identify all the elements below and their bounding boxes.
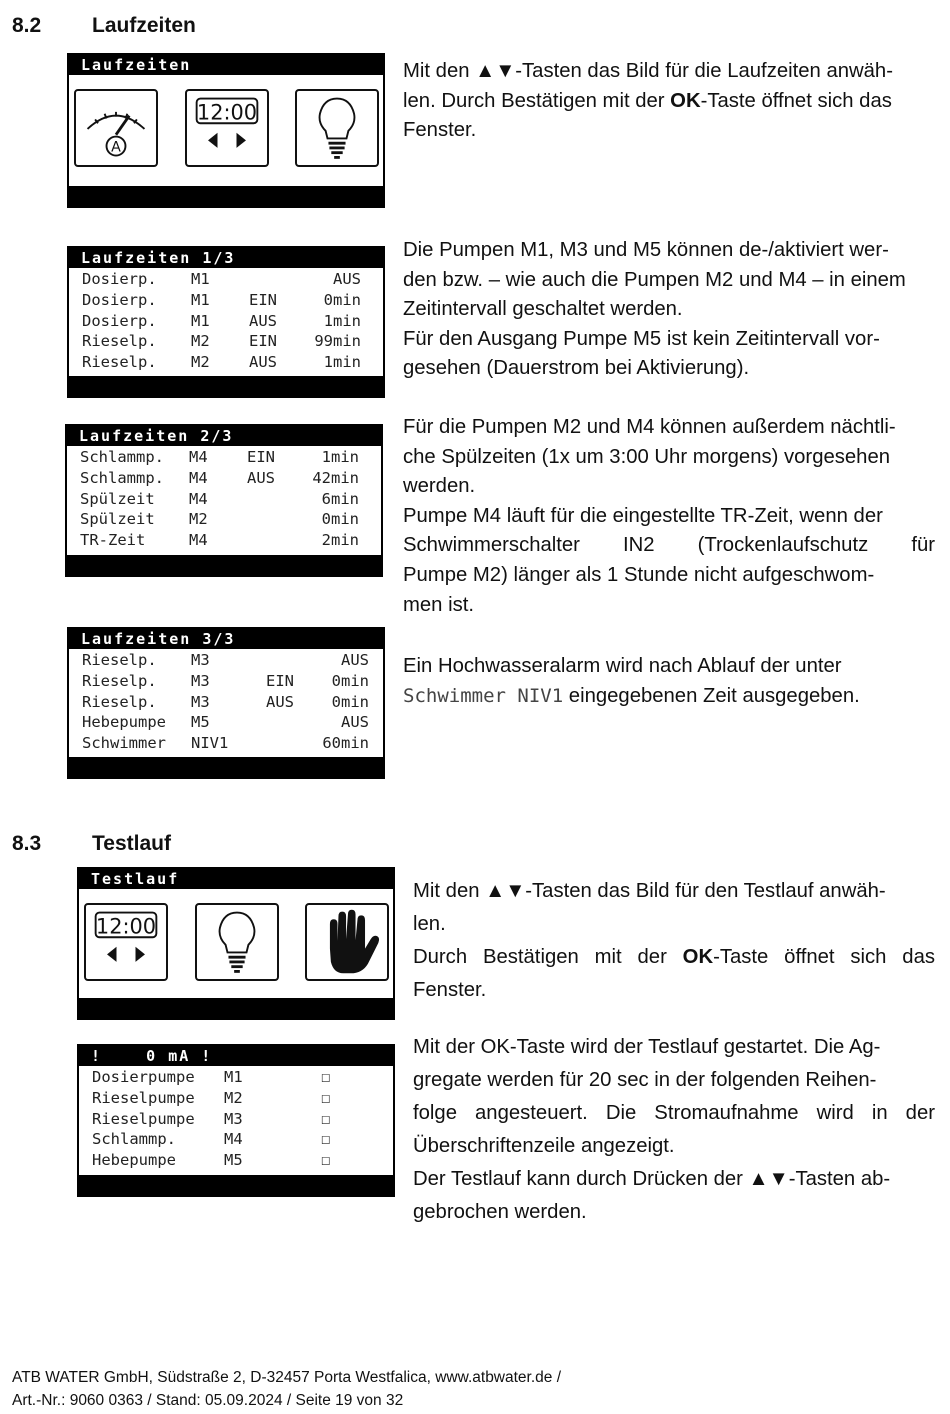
screen-rows bbox=[79, 1066, 393, 1171]
text-line: gesehen (Dauerstrom bei Aktivierung). bbox=[403, 357, 750, 380]
screen-row bbox=[79, 1109, 393, 1130]
scroll-hint: ↑↓Blättern bbox=[274, 596, 365, 614]
row-value: AUS bbox=[333, 270, 361, 288]
row-value: 0min bbox=[321, 510, 359, 529]
text-line: men ist. bbox=[403, 593, 475, 616]
section-title: Testlauf bbox=[92, 832, 171, 855]
screen-row bbox=[69, 311, 383, 332]
screen-row bbox=[69, 733, 383, 754]
text-line: len. bbox=[413, 913, 446, 935]
footer-address: ATB WATER GmbH, Südstraße 2, D-32457 Porta Westfalica, www.atbwater.de / bbox=[12, 1369, 562, 1386]
select-hint: ↵ Auswahl bbox=[81, 576, 163, 594]
row-name: Hebepumpe bbox=[92, 1151, 176, 1170]
light-bulb-icon bbox=[195, 903, 279, 981]
row-name: Rieselp. bbox=[82, 353, 157, 372]
row-state: EIN bbox=[249, 332, 277, 351]
text-line: gebrochen werden. bbox=[413, 1201, 587, 1223]
row-name: Dosierpumpe bbox=[92, 1068, 195, 1086]
screen-row bbox=[69, 671, 383, 692]
row-value: 2min bbox=[321, 531, 359, 550]
current-display: ! 0 mA ! bbox=[79, 1046, 393, 1066]
row-id: M2 bbox=[189, 510, 208, 529]
text-line: Ein Hochwasseralarm wird nach Ablauf der unter bbox=[403, 655, 842, 677]
row-id: M1 bbox=[191, 311, 210, 330]
row-name: Rieselpumpe bbox=[92, 1088, 195, 1107]
laufzeiten-screen-1 bbox=[67, 246, 385, 415]
clock-timer-icon bbox=[84, 903, 168, 981]
row-value: 42min bbox=[312, 468, 359, 487]
screen-row bbox=[69, 331, 383, 352]
screen-row bbox=[67, 447, 381, 468]
laufzeiten-menu-screen bbox=[67, 53, 385, 245]
row-value: 60min bbox=[322, 734, 369, 753]
row-value: 6min bbox=[321, 489, 359, 508]
screen-row bbox=[69, 650, 383, 671]
row-value: 1min bbox=[323, 353, 361, 372]
screen-row bbox=[69, 692, 383, 713]
text-line: Mit der OK-Taste wird der Testlauf gestartet. Die Ag- bbox=[413, 1036, 881, 1058]
testlauf-menu-description bbox=[413, 875, 935, 1007]
screen-row bbox=[67, 468, 381, 489]
screen-title: Laufzeiten 3/3 bbox=[69, 629, 383, 649]
row-name: TR-Zeit bbox=[80, 531, 146, 550]
row-value: 0min bbox=[323, 290, 361, 309]
testlauf-screen bbox=[77, 1044, 395, 1234]
row-id: NIV1 bbox=[191, 734, 229, 753]
row-id: M3 bbox=[191, 692, 210, 711]
row-state: AUS bbox=[249, 353, 277, 372]
laufzeiten-screen-2 bbox=[65, 424, 383, 614]
icon-row bbox=[69, 85, 383, 177]
screen-row bbox=[69, 290, 383, 311]
row-value: AUS bbox=[341, 651, 369, 669]
screen-row bbox=[79, 1067, 393, 1088]
screen2-description bbox=[403, 413, 935, 620]
row-name: Rieselp. bbox=[82, 332, 157, 351]
row-id: M3 bbox=[191, 651, 210, 669]
row-id: M4 bbox=[189, 531, 208, 550]
text-line: Fenster. bbox=[403, 119, 477, 142]
ammeter-icon bbox=[74, 89, 158, 167]
scroll-hint: ↑↓Blättern bbox=[286, 1216, 377, 1234]
row-name: Rieselp. bbox=[82, 671, 157, 690]
svg-text:12:00: 12:00 bbox=[95, 914, 157, 939]
text-line: Pumpe M2) länger als 1 Stunde nicht aufgeschwom- bbox=[403, 563, 875, 586]
text-line: che Spülzeiten (1x um 3:00 Uhr morgens) vorgesehen bbox=[403, 445, 891, 468]
screen-title: Testlauf bbox=[79, 869, 393, 889]
select-hint: ↵ Auswahl bbox=[83, 778, 165, 796]
row-name: Rieselp. bbox=[82, 692, 157, 711]
row-id: M5 bbox=[191, 713, 210, 732]
screen-row bbox=[69, 269, 383, 290]
row-value: 1min bbox=[321, 448, 359, 466]
text-line: Fenster. bbox=[413, 979, 487, 1001]
row-name: Rieselpumpe bbox=[92, 1109, 195, 1128]
screen-row bbox=[67, 530, 381, 551]
screen-footer bbox=[67, 555, 381, 614]
screen-row bbox=[79, 1150, 393, 1171]
row-box: ☐ bbox=[321, 1151, 331, 1170]
screen-title: Laufzeiten 2/3 bbox=[67, 426, 381, 446]
row-box: ☐ bbox=[321, 1088, 331, 1107]
row-state: AUS bbox=[266, 692, 294, 711]
row-name: Schlammp. bbox=[80, 468, 164, 487]
row-id: M4 bbox=[189, 489, 208, 508]
section-title: Laufzeiten bbox=[92, 14, 196, 37]
screen-row bbox=[79, 1129, 393, 1150]
screen-title: Laufzeiten 1/3 bbox=[69, 248, 383, 268]
page-footer bbox=[12, 1366, 561, 1412]
text-line: len. Durch Bestätigen mit der OK-Taste öffnet sich das bbox=[403, 89, 892, 112]
text-line: Mit den ▲▼-Tasten das Bild für den Testlauf anwäh- bbox=[413, 880, 886, 902]
row-name: Schlammp. bbox=[80, 448, 164, 466]
screen3-description bbox=[403, 652, 943, 711]
select-hint: ↵ Auswahl bbox=[83, 397, 165, 415]
row-name: Rieselp. bbox=[82, 651, 157, 669]
row-value: AUS bbox=[341, 713, 369, 732]
row-state: EIN bbox=[249, 290, 277, 309]
svg-text:12:00: 12:00 bbox=[196, 100, 258, 125]
testlauf-menu-screen bbox=[77, 867, 395, 1037]
start-hint: ↵ Start bbox=[93, 1196, 166, 1214]
row-id: M1 bbox=[191, 270, 210, 288]
laufzeiten-screen-3 bbox=[67, 627, 385, 816]
text-line: Durch Bestätigen mit der OK-Taste öffnet sich das bbox=[413, 946, 935, 968]
text-line: Zeitintervall geschaltet werden. bbox=[403, 298, 683, 321]
clock-timer-icon bbox=[185, 89, 269, 167]
select-hint: ↵ Auswahl bbox=[83, 207, 165, 225]
row-name: Spülzeit bbox=[80, 489, 155, 508]
row-id: M4 bbox=[189, 448, 208, 466]
screen-rows bbox=[69, 649, 383, 754]
row-id: M1 bbox=[224, 1068, 243, 1086]
screen-footer bbox=[69, 757, 383, 816]
text-line: den bzw. – wie auch die Pumpen M2 und M4 – in einem bbox=[403, 268, 906, 291]
row-id: M2 bbox=[191, 332, 210, 351]
text-line: Mit den ▲▼-Tasten das Bild für die Laufzeiten anwäh- bbox=[403, 60, 893, 82]
row-value: 0min bbox=[331, 671, 369, 690]
row-state: AUS bbox=[249, 311, 277, 330]
svg-text:A: A bbox=[111, 139, 121, 156]
row-id: M3 bbox=[224, 1109, 243, 1128]
screen-footer bbox=[69, 376, 383, 415]
hand-icon bbox=[305, 903, 389, 981]
row-name: Dosierp. bbox=[82, 290, 157, 309]
row-id: M3 bbox=[191, 671, 210, 690]
row-value: 0min bbox=[331, 692, 369, 711]
text-line: gregate werden für 20 sec in der folgenden Reihen- bbox=[413, 1069, 877, 1091]
screen-footer bbox=[79, 998, 393, 1037]
row-id: M4 bbox=[189, 468, 208, 487]
row-box: ☐ bbox=[321, 1130, 331, 1149]
text-line: Schwimmerschalter IN2 (Trockenlaufschutz für bbox=[403, 534, 935, 557]
scroll-hint: ↑↓Blättern bbox=[276, 798, 367, 816]
screen-footer bbox=[79, 1175, 393, 1234]
text-line: Überschriftenzeile angezeigt. bbox=[413, 1135, 675, 1157]
row-name: Schwimmer bbox=[82, 734, 166, 753]
text-line: Für die Pumpen M2 und M4 können außerdem nächtli- bbox=[403, 416, 896, 438]
row-id: M4 bbox=[224, 1130, 243, 1149]
section-number: 8.3 bbox=[12, 832, 42, 855]
row-name: Dosierp. bbox=[82, 270, 157, 288]
light-bulb-icon bbox=[295, 89, 379, 167]
scroll-hint: ↑↓Blättern bbox=[276, 227, 367, 245]
text-line: Pumpe M4 läuft für die eingestellte TR-Zeit, wenn der bbox=[403, 504, 883, 527]
screen-title: Laufzeiten bbox=[69, 55, 383, 75]
row-box: ☐ bbox=[321, 1068, 331, 1086]
screen-rows bbox=[69, 268, 383, 373]
screen-row bbox=[69, 712, 383, 733]
row-state: AUS bbox=[247, 468, 275, 487]
select-hint: ↵ Auswahl bbox=[93, 1019, 175, 1037]
laufzeiten-menu-description bbox=[403, 57, 935, 146]
text-line: Schwimmer NIV1 eingegebenen Zeit ausgegeben. bbox=[403, 684, 860, 707]
text-line: Der Testlauf kann durch Drücken der ▲▼-Tasten ab- bbox=[413, 1168, 891, 1190]
screen-row bbox=[67, 509, 381, 530]
screen-row bbox=[67, 489, 381, 510]
row-id: M1 bbox=[191, 290, 210, 309]
row-id: M5 bbox=[224, 1151, 243, 1170]
row-name: Dosierp. bbox=[82, 311, 157, 330]
section-number: 8.2 bbox=[12, 14, 42, 37]
row-name: Hebepumpe bbox=[82, 713, 166, 732]
screen-row bbox=[69, 352, 383, 373]
row-state: EIN bbox=[247, 448, 275, 466]
row-value: 99min bbox=[314, 332, 361, 351]
row-box: ☐ bbox=[321, 1109, 331, 1128]
footer-document-info: Art.-Nr.: 9060 0363 / Stand: 05.09.2024 / Seite 19 von 32 bbox=[12, 1392, 404, 1409]
screen1-description bbox=[403, 236, 935, 384]
row-state: EIN bbox=[266, 671, 294, 690]
screen-footer bbox=[69, 186, 383, 245]
icon-row bbox=[79, 899, 393, 991]
text-line: Die Pumpen M1, M3 und M5 können de-/aktiviert wer- bbox=[403, 239, 889, 261]
row-id: M2 bbox=[224, 1088, 243, 1107]
testlauf-description bbox=[413, 1031, 935, 1229]
text-line: folge angesteuert. Die Stromaufnahme wird in der bbox=[413, 1102, 935, 1124]
screen-row bbox=[79, 1088, 393, 1109]
row-id: M2 bbox=[191, 353, 210, 372]
row-name: Schlammp. bbox=[92, 1130, 176, 1149]
text-line: werden. bbox=[403, 475, 476, 498]
text-line: Für den Ausgang Pumpe M5 ist kein Zeitintervall vor- bbox=[403, 327, 880, 350]
row-name: Spülzeit bbox=[80, 510, 155, 529]
screen-rows bbox=[67, 446, 381, 551]
row-value: 1min bbox=[323, 311, 361, 330]
